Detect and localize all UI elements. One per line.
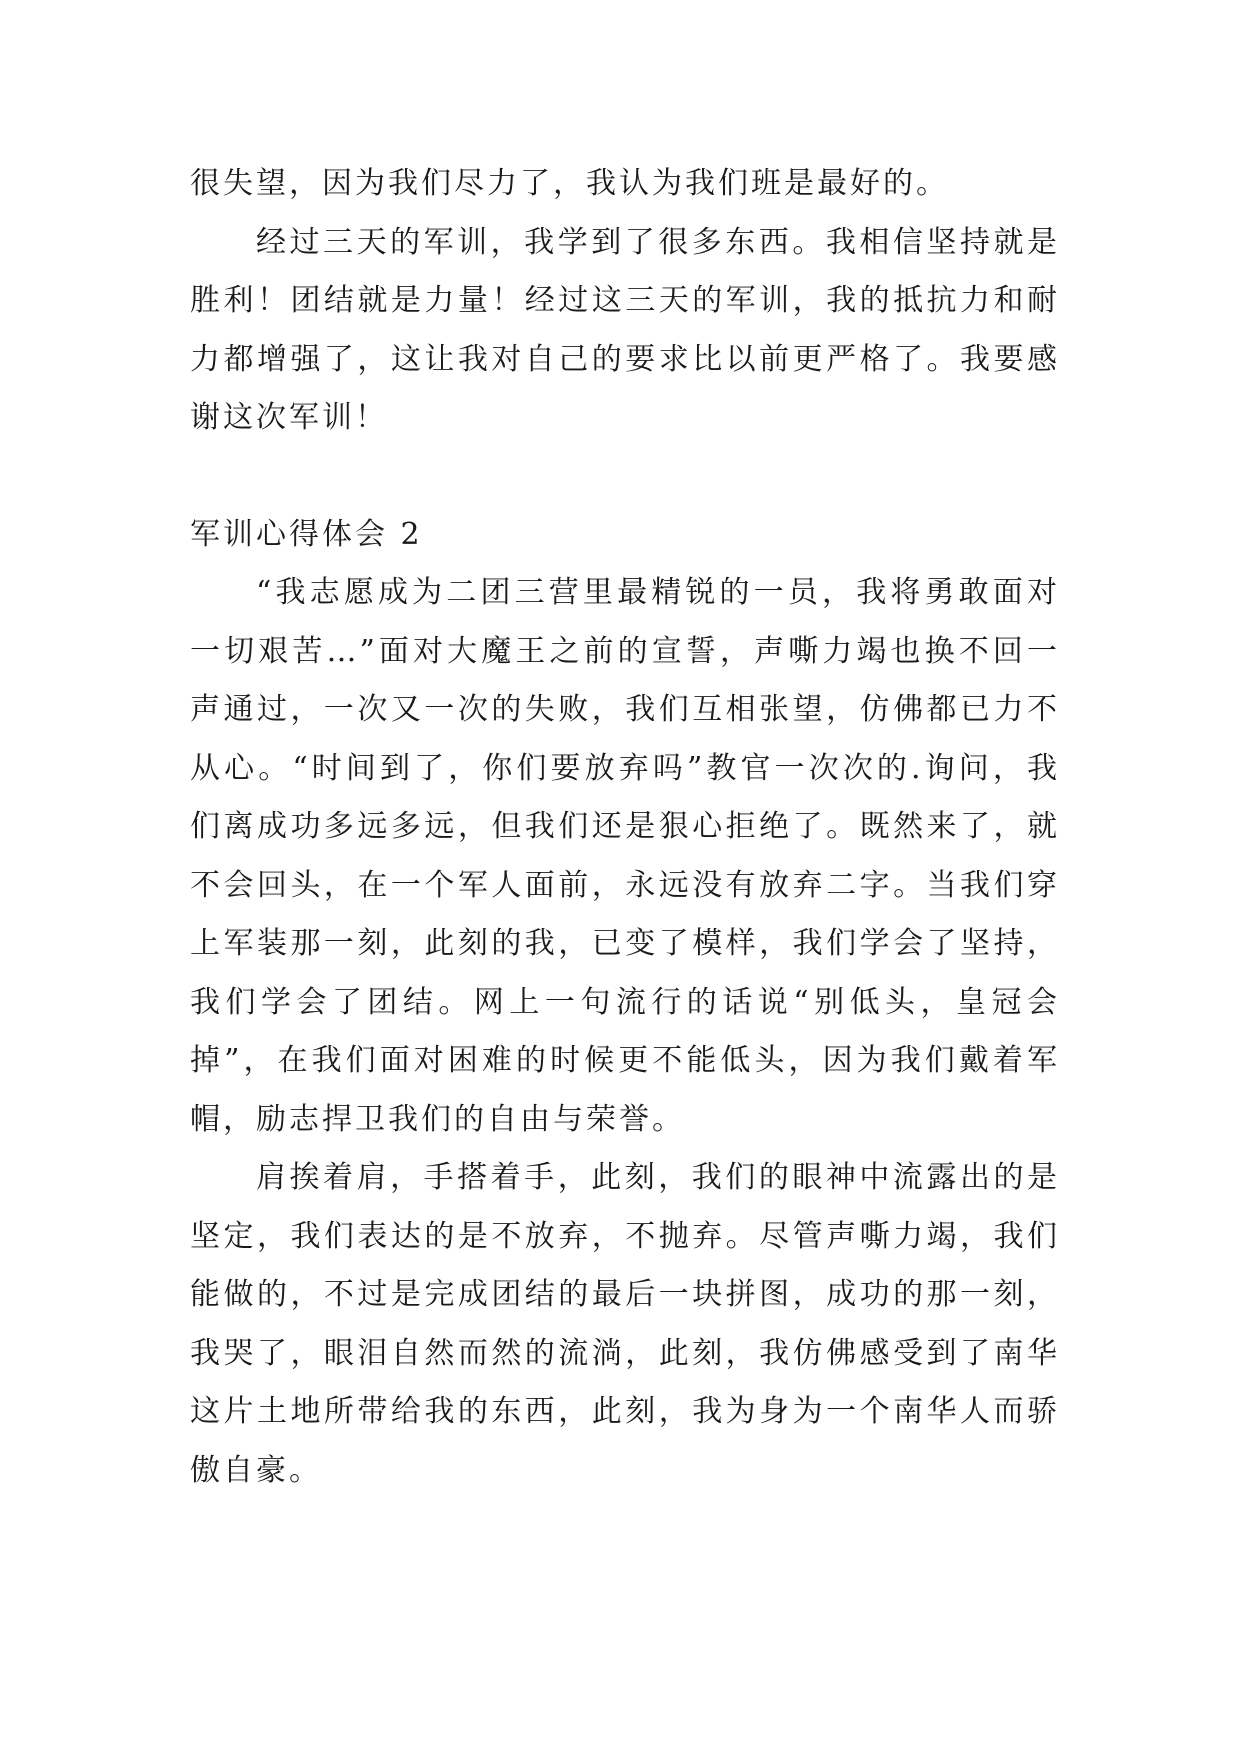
section-title: 军训心得体会 2: [190, 516, 423, 552]
paragraph-shoulder-to-shoulder: 肩挨着肩，手搭着手，此刻，我们的眼神中流露出的是坚定，我们表达的是不放弃，不抛弃。尽管声嘶力竭，我们能做的，不过是完成团结的最后一块拼图，成功的那一刻，我哭了，眼泪自然而然的流淌，此刻，我仿佛感受到了南华这片土地所带给我的东西，此刻，我为身为一个南华人而骄傲自豪。: [190, 1160, 1060, 1488]
paragraph-oath: “我志愿成为二团三营里最精锐的一员，我将勇敢面对一切艰苦…”面对大魔王之前的宣誓，声嘶力竭也换不回一声通过，一次又一次的失败，我们互相张望，仿佛都已力不从心。“时间到了，你们要放弃吗”教官一次次的.询问，我们离成功多远多远，但我们还是狠心拒绝了。既然来了，就不会回头，在一个军人面前，永远没有放弃二字。当我们穿上军装那一刻，此刻的我，已变了模样，我们学会了坚持，我们学会了团结。网上一句流行的话说“别低头，皇冠会掉”，在我们面对困难的时候更不能低头，因为我们戴着军帽，励志捍卫我们的自由与荣誉。: [190, 575, 1060, 1137]
document-body: [190, 155, 1060, 1500]
paragraph-continued: 很失望，因为我们尽力了，我认为我们班是最好的。: [190, 166, 949, 201]
paragraph-training-summary: 经过三天的军训，我学到了很多东西。我相信坚持就是胜利！团结就是力量！经过这三天的军训，我的抵抗力和耐力都增强了，这让我对自己的要求比以前更严格了。我要感谢这次军训！: [190, 224, 1060, 435]
